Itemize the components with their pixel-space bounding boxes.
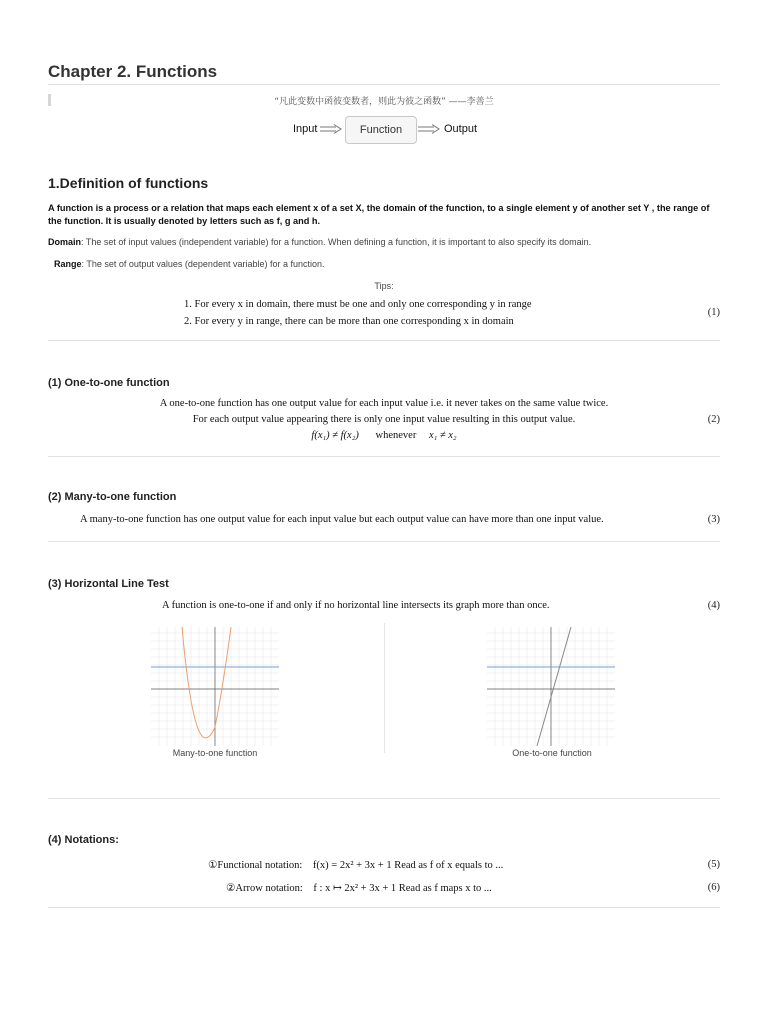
horizontal-line-test-text: A function is one-to-one if and only if no horizontal line intersects its graph more than once.: [162, 600, 550, 611]
linear-function-line: [537, 627, 571, 746]
one-to-one-formula: [0, 430, 768, 441]
divider: [48, 907, 720, 908]
subsection-heading: (4) Notations:: [48, 834, 119, 846]
flow-input-label: Input: [293, 123, 318, 135]
quote: “凡此变数中函彼变数者，则此为彼之函数” ——李善兰: [274, 97, 494, 107]
subsection-heading: (2) Many-to-one function: [48, 491, 177, 503]
divider: [48, 340, 720, 341]
domain-definition: [48, 237, 720, 247]
range-text: : The set of output values (dependent variable) for a function.: [81, 259, 325, 269]
functional-notation: [208, 859, 503, 871]
equation-number: (2): [707, 414, 720, 425]
tip-2: 2. For every y in range, there can be more than one corresponding x in domain: [184, 316, 514, 327]
section-heading: 1.Definition of functions: [48, 175, 209, 191]
equation-number: (3): [707, 514, 720, 525]
double-arrow-icon: [418, 124, 440, 134]
divider: [48, 84, 720, 85]
equation-number: (6): [707, 882, 720, 893]
formula-mid: whenever: [375, 430, 417, 441]
graph-divider: [384, 623, 385, 753]
divider: [48, 541, 720, 542]
arrow-notation: [226, 882, 492, 894]
graph-axes: [487, 627, 615, 746]
equation-number: (1): [707, 307, 720, 318]
domain-term: Domain: [48, 237, 82, 247]
divider: [48, 456, 720, 457]
equation-number: (5): [707, 859, 720, 870]
domain-text: : The set of input values (independent variable) for a function. When defining a function, it is important to also specify its domain.: [81, 237, 592, 247]
many-to-one-graph: [151, 627, 279, 746]
one-to-one-line-2: For each output value appearing there is only one input value resulting in this output value.: [192, 414, 576, 425]
circled-two-marker: ②: [226, 883, 236, 894]
graph-caption: One-to-one function: [512, 748, 592, 758]
subsection-heading: (3) Horizontal Line Test: [48, 578, 169, 590]
flow-output-label: Output: [444, 123, 478, 135]
definition-paragraph: A function is a process or a relation that maps each element x of a set X, the domain of the function, to a single element y of another set Y , the range of the function. It is usually denoted by letters such as f, g and h.: [48, 203, 710, 226]
notation-formula: f(x) = 2x² + 3x + 1 Read as f of x equals to ...: [312, 860, 504, 871]
subsection-heading: (1) One-to-one function: [48, 377, 170, 389]
notation-label: Arrow notation:: [235, 883, 303, 894]
circled-one-marker: ①: [208, 860, 218, 871]
one-to-one-graph: [487, 627, 615, 746]
formula-right: x₁ ≠ x₂: [428, 430, 457, 441]
formula-left: f(x₁) ≠ f(x₂): [311, 430, 359, 441]
notation-label: Functional notation:: [217, 860, 303, 871]
tip-1: 1. For every x in domain, there must be one and only one corresponding y in range: [184, 299, 532, 310]
divider: [48, 798, 720, 799]
flow-function-box: Function: [345, 116, 417, 144]
range-term: Range: [54, 259, 82, 269]
tips-label: Tips:: [374, 281, 394, 291]
one-to-one-line-1: A one-to-one function has one output value for each input value i.e. it never takes on the same value twice.: [159, 398, 609, 409]
range-definition: [54, 259, 714, 269]
notation-formula: f : x ↦ 2x² + 3x + 1 Read as f maps x to ...: [313, 883, 492, 894]
page-title: Chapter 2. Functions: [48, 62, 218, 81]
double-arrow-icon: [320, 124, 342, 134]
graph-caption: Many-to-one function: [172, 748, 258, 758]
many-to-one-line: A many-to-one function has one output value for each input value but each output value can have more than one input value.: [80, 514, 604, 525]
equation-number: (4): [707, 600, 720, 611]
